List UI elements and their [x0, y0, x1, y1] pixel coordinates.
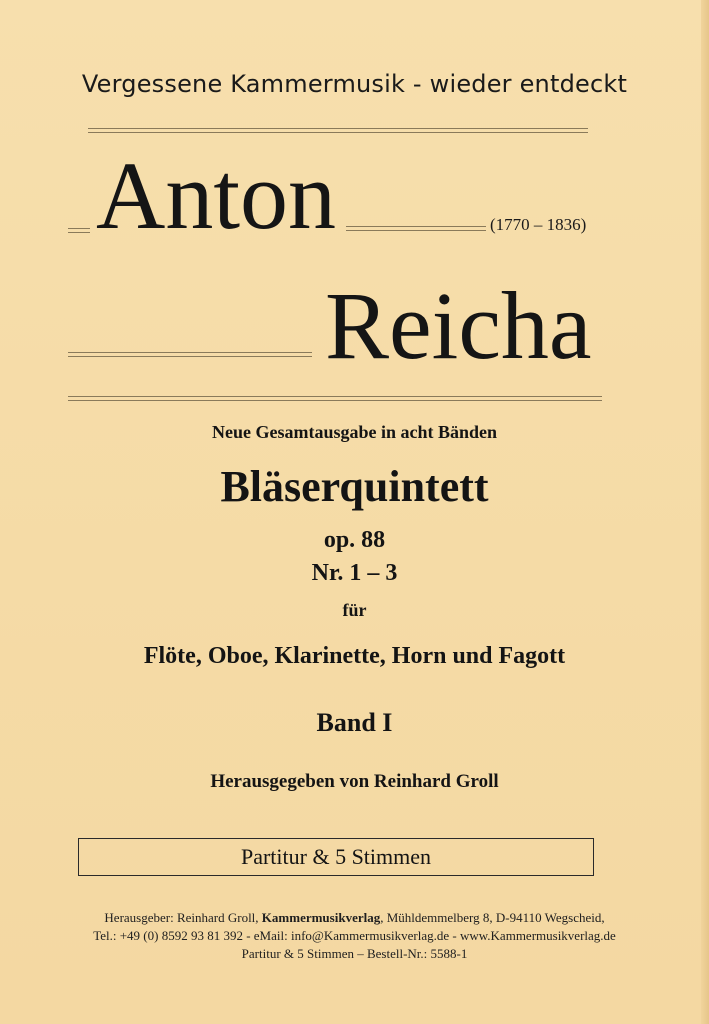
composer-dates: (1770 – 1836) [490, 215, 587, 234]
volume-label: Band I [316, 708, 393, 737]
opus-number: op. 88 [323, 527, 386, 553]
imprint-prefix: Herausgeber: Reinhard Groll, [104, 910, 262, 925]
imprint-address: , Mühldemmelberg 8, D-94110 Wegscheid, [380, 910, 605, 925]
for-label: für [342, 600, 367, 620]
divider-anton-left [68, 228, 90, 233]
imprint-line-2: Tel.: +49 (0) 8592 93 81 392 - eMail: info@Kammermusikverlag.de - www.Kammermusikverlag.de [93, 928, 616, 943]
divider-bottom [68, 396, 602, 401]
page-edge-shadow [701, 0, 709, 1024]
imprint-line-3: Partitur & 5 Stimmen – Bestell-Nr.: 5588-1 [241, 946, 468, 961]
instrumentation: Flöte, Oboe, Klarinette, Horn und Fagott [143, 643, 566, 669]
contents-box: Partitur & 5 Stimmen [78, 838, 594, 876]
publisher-name: Kammermusikverlag [261, 910, 381, 925]
divider-anton-right [346, 226, 486, 231]
composer-first-name: Anton [96, 142, 336, 249]
work-title: Bläserquintett [220, 462, 489, 511]
imprint-line-1 [0, 910, 709, 926]
composer-last-name: Reicha [325, 272, 592, 379]
editor-credit: Herausgegeben von Reinhard Groll [210, 771, 499, 792]
divider-top [88, 128, 588, 133]
edition-subtitle: Neue Gesamtausgabe in acht Bänden [211, 422, 498, 442]
divider-reicha-left [68, 352, 312, 357]
series-title: Vergessene Kammermusik - wieder entdeckt [81, 70, 628, 98]
work-numbers: Nr. 1 – 3 [311, 560, 398, 586]
